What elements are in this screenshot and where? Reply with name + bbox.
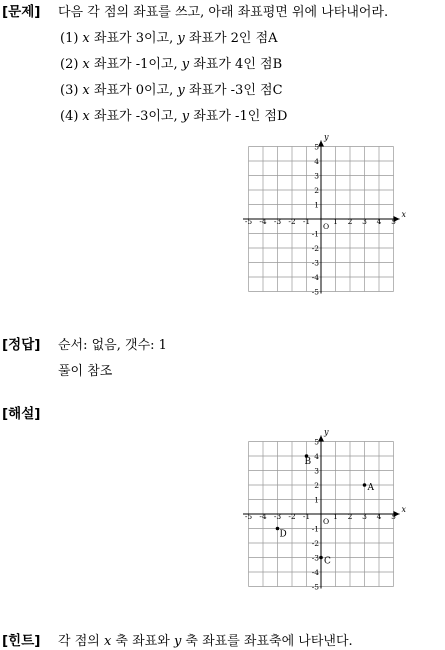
y-tick-label: -3 bbox=[311, 258, 319, 268]
y-tick-label: -2 bbox=[311, 244, 319, 253]
x-tick-label: 1 bbox=[333, 512, 338, 521]
y-axis-label: y bbox=[324, 133, 329, 142]
x-axis-label: x bbox=[401, 505, 407, 514]
x-tick-label: 5 bbox=[391, 512, 396, 521]
y-tick-label: 4 bbox=[314, 452, 319, 461]
origin-label: O bbox=[323, 517, 330, 526]
blank-coordinate-plane bbox=[243, 133, 413, 296]
y-tick-label: -1 bbox=[311, 524, 319, 534]
x-tick-label: -4 bbox=[259, 512, 267, 521]
x-tick-label: -1 bbox=[302, 512, 311, 521]
x-symbol: x bbox=[82, 109, 90, 124]
y-axis-label: y bbox=[324, 428, 329, 437]
solution-coordinate-plane bbox=[243, 428, 413, 593]
x-tick-label: -3 bbox=[273, 217, 282, 226]
hint-part1: 각 점의 bbox=[58, 634, 104, 649]
item-text: 좌표가 3이고, bbox=[89, 31, 178, 46]
problem-item bbox=[60, 105, 287, 124]
x-symbol: x bbox=[82, 83, 90, 98]
y-tick-label: -4 bbox=[311, 273, 319, 282]
item-text: 좌표가 -1이고, bbox=[89, 57, 182, 72]
hint-y-symbol: y bbox=[173, 634, 182, 649]
answer-tag: [정답] bbox=[2, 337, 41, 353]
explanation-tag: [해설] bbox=[2, 406, 41, 422]
item-text: 좌표가 -3이고, bbox=[89, 109, 182, 124]
point-c bbox=[319, 556, 323, 560]
y-symbol: y bbox=[177, 83, 185, 98]
item-number: (1) bbox=[60, 31, 79, 46]
x-tick-label: -4 bbox=[259, 217, 267, 226]
x-tick-label: 5 bbox=[391, 217, 396, 226]
y-tick-label: -1 bbox=[311, 229, 319, 239]
x-tick-label: -5 bbox=[244, 512, 253, 521]
y-tick-label: 1 bbox=[314, 495, 319, 505]
x-axis-label: x bbox=[401, 210, 407, 219]
y-tick-label: 5 bbox=[314, 437, 319, 447]
y-tick-label: 2 bbox=[314, 481, 319, 490]
y-tick-label: 5 bbox=[314, 142, 319, 152]
y-tick-label: -3 bbox=[311, 553, 319, 563]
y-tick-label: -5 bbox=[311, 287, 319, 296]
x-symbol: x bbox=[82, 31, 90, 46]
item-number: (4) bbox=[60, 109, 79, 124]
item-text: 좌표가 -3인 점C bbox=[184, 83, 283, 98]
y-tick-label: 4 bbox=[314, 157, 319, 166]
item-number: (3) bbox=[60, 83, 79, 98]
item-text: 좌표가 0이고, bbox=[89, 83, 178, 98]
item-text: 좌표가 -1인 점D bbox=[189, 109, 288, 124]
point-label-a: A bbox=[367, 483, 374, 493]
y-tick-label: -4 bbox=[311, 568, 319, 577]
hint-part2: 축 좌표와 bbox=[111, 634, 174, 649]
x-tick-label: -1 bbox=[302, 217, 311, 226]
problem-item bbox=[60, 79, 283, 98]
hint-part3: 축 좌표를 좌표축에 나타낸다. bbox=[181, 634, 353, 649]
y-symbol: y bbox=[177, 31, 185, 46]
y-symbol: y bbox=[181, 57, 190, 72]
answer-note: 풀이 참조 bbox=[58, 364, 113, 379]
problem-item bbox=[60, 53, 282, 72]
y-tick-label: 3 bbox=[314, 466, 319, 476]
x-tick-label: -2 bbox=[288, 217, 296, 226]
x-tick-label: 4 bbox=[376, 217, 382, 226]
problem-intro: 다음 각 점의 좌표를 쓰고, 아래 좌표평면 위에 나타내어라. bbox=[58, 5, 389, 20]
problem-tag: [문제] bbox=[2, 4, 41, 20]
point-label-d: D bbox=[279, 529, 287, 540]
item-text: 좌표가 4인 점B bbox=[189, 57, 283, 72]
x-tick-label: 2 bbox=[347, 512, 353, 521]
y-tick-label: 1 bbox=[314, 200, 319, 210]
point-a bbox=[363, 483, 367, 487]
y-tick-label: 2 bbox=[314, 186, 319, 195]
x-tick-label: 1 bbox=[333, 217, 338, 226]
answer-line: 순서: 없음, 갯수: 1 bbox=[58, 338, 167, 353]
y-symbol: y bbox=[181, 109, 190, 124]
x-tick-label: 3 bbox=[362, 512, 367, 521]
origin-label: O bbox=[323, 222, 330, 231]
hint-x-symbol: x bbox=[103, 634, 112, 649]
problem-item bbox=[60, 27, 278, 46]
x-tick-label: -2 bbox=[288, 512, 296, 521]
point-label-b: B bbox=[304, 457, 312, 467]
hint-text bbox=[58, 630, 353, 649]
x-symbol: x bbox=[82, 57, 90, 72]
y-tick-label: -2 bbox=[311, 539, 319, 548]
x-tick-label: 2 bbox=[347, 217, 353, 226]
x-tick-label: 4 bbox=[376, 512, 382, 521]
point-label-c: C bbox=[324, 556, 331, 567]
item-number: (2) bbox=[60, 57, 79, 72]
x-tick-label: -3 bbox=[273, 512, 282, 521]
y-tick-label: -5 bbox=[311, 582, 319, 592]
x-tick-label: 3 bbox=[362, 217, 367, 226]
hint-tag: [힌트] bbox=[2, 633, 41, 649]
item-text: 좌표가 2인 점A bbox=[184, 31, 278, 46]
x-tick-label: -5 bbox=[244, 217, 253, 226]
y-tick-label: 3 bbox=[314, 171, 319, 181]
